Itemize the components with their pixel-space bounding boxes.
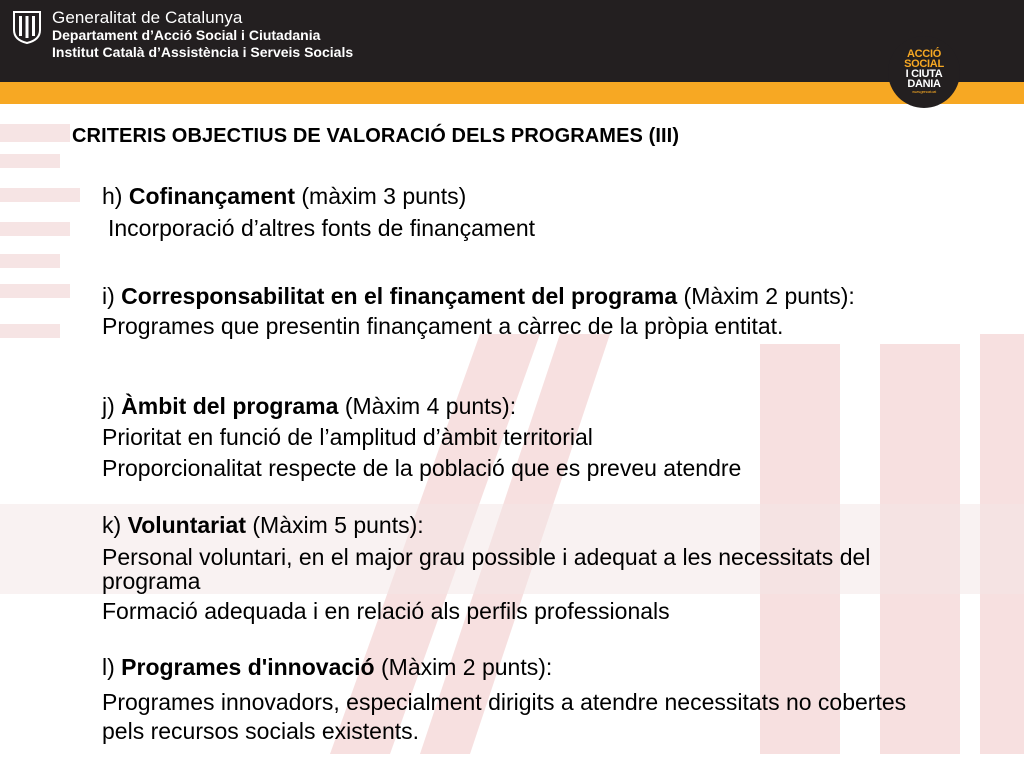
badge-line-4: DANIA [907, 78, 941, 90]
criterion-limit: (màxim 3 punts) [301, 183, 467, 209]
criterion-heading [102, 391, 962, 422]
criterion-limit: (Màxim 2 punts): [683, 283, 855, 309]
criterion-detail: Programes que presentin finançament a càrrec de la pròpia entitat. [102, 313, 784, 339]
criterion-name: Cofinançament [128, 183, 295, 209]
criterion-limit: (Màxim 4 punts): [344, 393, 517, 419]
accio-social-badge [888, 36, 960, 108]
criterion-heading [102, 183, 962, 209]
header-department-text [52, 9, 353, 61]
criterion-name: Corresponsabilitat en el finançament del programa [121, 283, 678, 309]
criterion-detail: Personal voluntari, en el major grau possible i adequat a les necessitats del programa [102, 544, 871, 594]
criterion-prefix: l) [102, 654, 115, 680]
criterion-detail: Formació adequada i en relació als perfils professionals [102, 598, 670, 624]
criterion-detail: Proporcionalitat respecte de la població que es preveu atendre [102, 455, 742, 481]
header-line-department: Departament d’Acció Social i Ciutadania [52, 27, 321, 43]
criterion-j [102, 391, 962, 484]
criterion-name: Voluntariat [127, 512, 246, 538]
criterion-detail: Programes innovadors, especialment dirigits a atendre necessitats no cobertes pels recursos socials existents. [102, 689, 907, 744]
generalitat-logo-icon [12, 10, 42, 44]
criterion-h [102, 183, 962, 241]
header-orange-stripe [0, 82, 1024, 104]
criterion-prefix: j) [102, 393, 115, 419]
criterion-detail: Incorporació d’altres fonts de finançament [108, 215, 536, 241]
criterion-name: Àmbit del programa [121, 393, 339, 419]
criterion-i [102, 284, 962, 338]
slide-title: CRITERIS OBJECTIUS DE VALORACIÓ DELS PROGRAMES (III) [72, 125, 680, 147]
criterion-heading [102, 284, 952, 308]
criterion-l [102, 654, 962, 746]
badge-line-1: ACCIÓ [907, 48, 941, 60]
header-line-generalitat: Generalitat de Catalunya [52, 8, 243, 27]
criterion-heading [102, 513, 962, 537]
criterion-prefix: k) [102, 512, 122, 538]
badge-line-3: I CIUTA [905, 68, 943, 80]
criterion-name: Programes d'innovació [121, 654, 375, 680]
criterion-heading [102, 654, 962, 680]
badge-line-5: www.gencat.cat [912, 89, 936, 94]
criterion-detail: Prioritat en funció de l’amplitud d’àmbit territorial [102, 424, 593, 450]
criterion-prefix: i) [102, 283, 115, 309]
header-bar [0, 0, 1024, 82]
criterion-limit: (Màxim 2 punts): [381, 654, 553, 680]
badge-line-2: SOCIAL [904, 58, 944, 70]
criterion-k [102, 513, 962, 623]
criterion-prefix: h) [102, 183, 123, 209]
header-line-institute: Institut Català d’Assistència i Serveis Socials [52, 44, 354, 60]
criterion-limit: (Màxim 5 punts): [252, 512, 424, 538]
